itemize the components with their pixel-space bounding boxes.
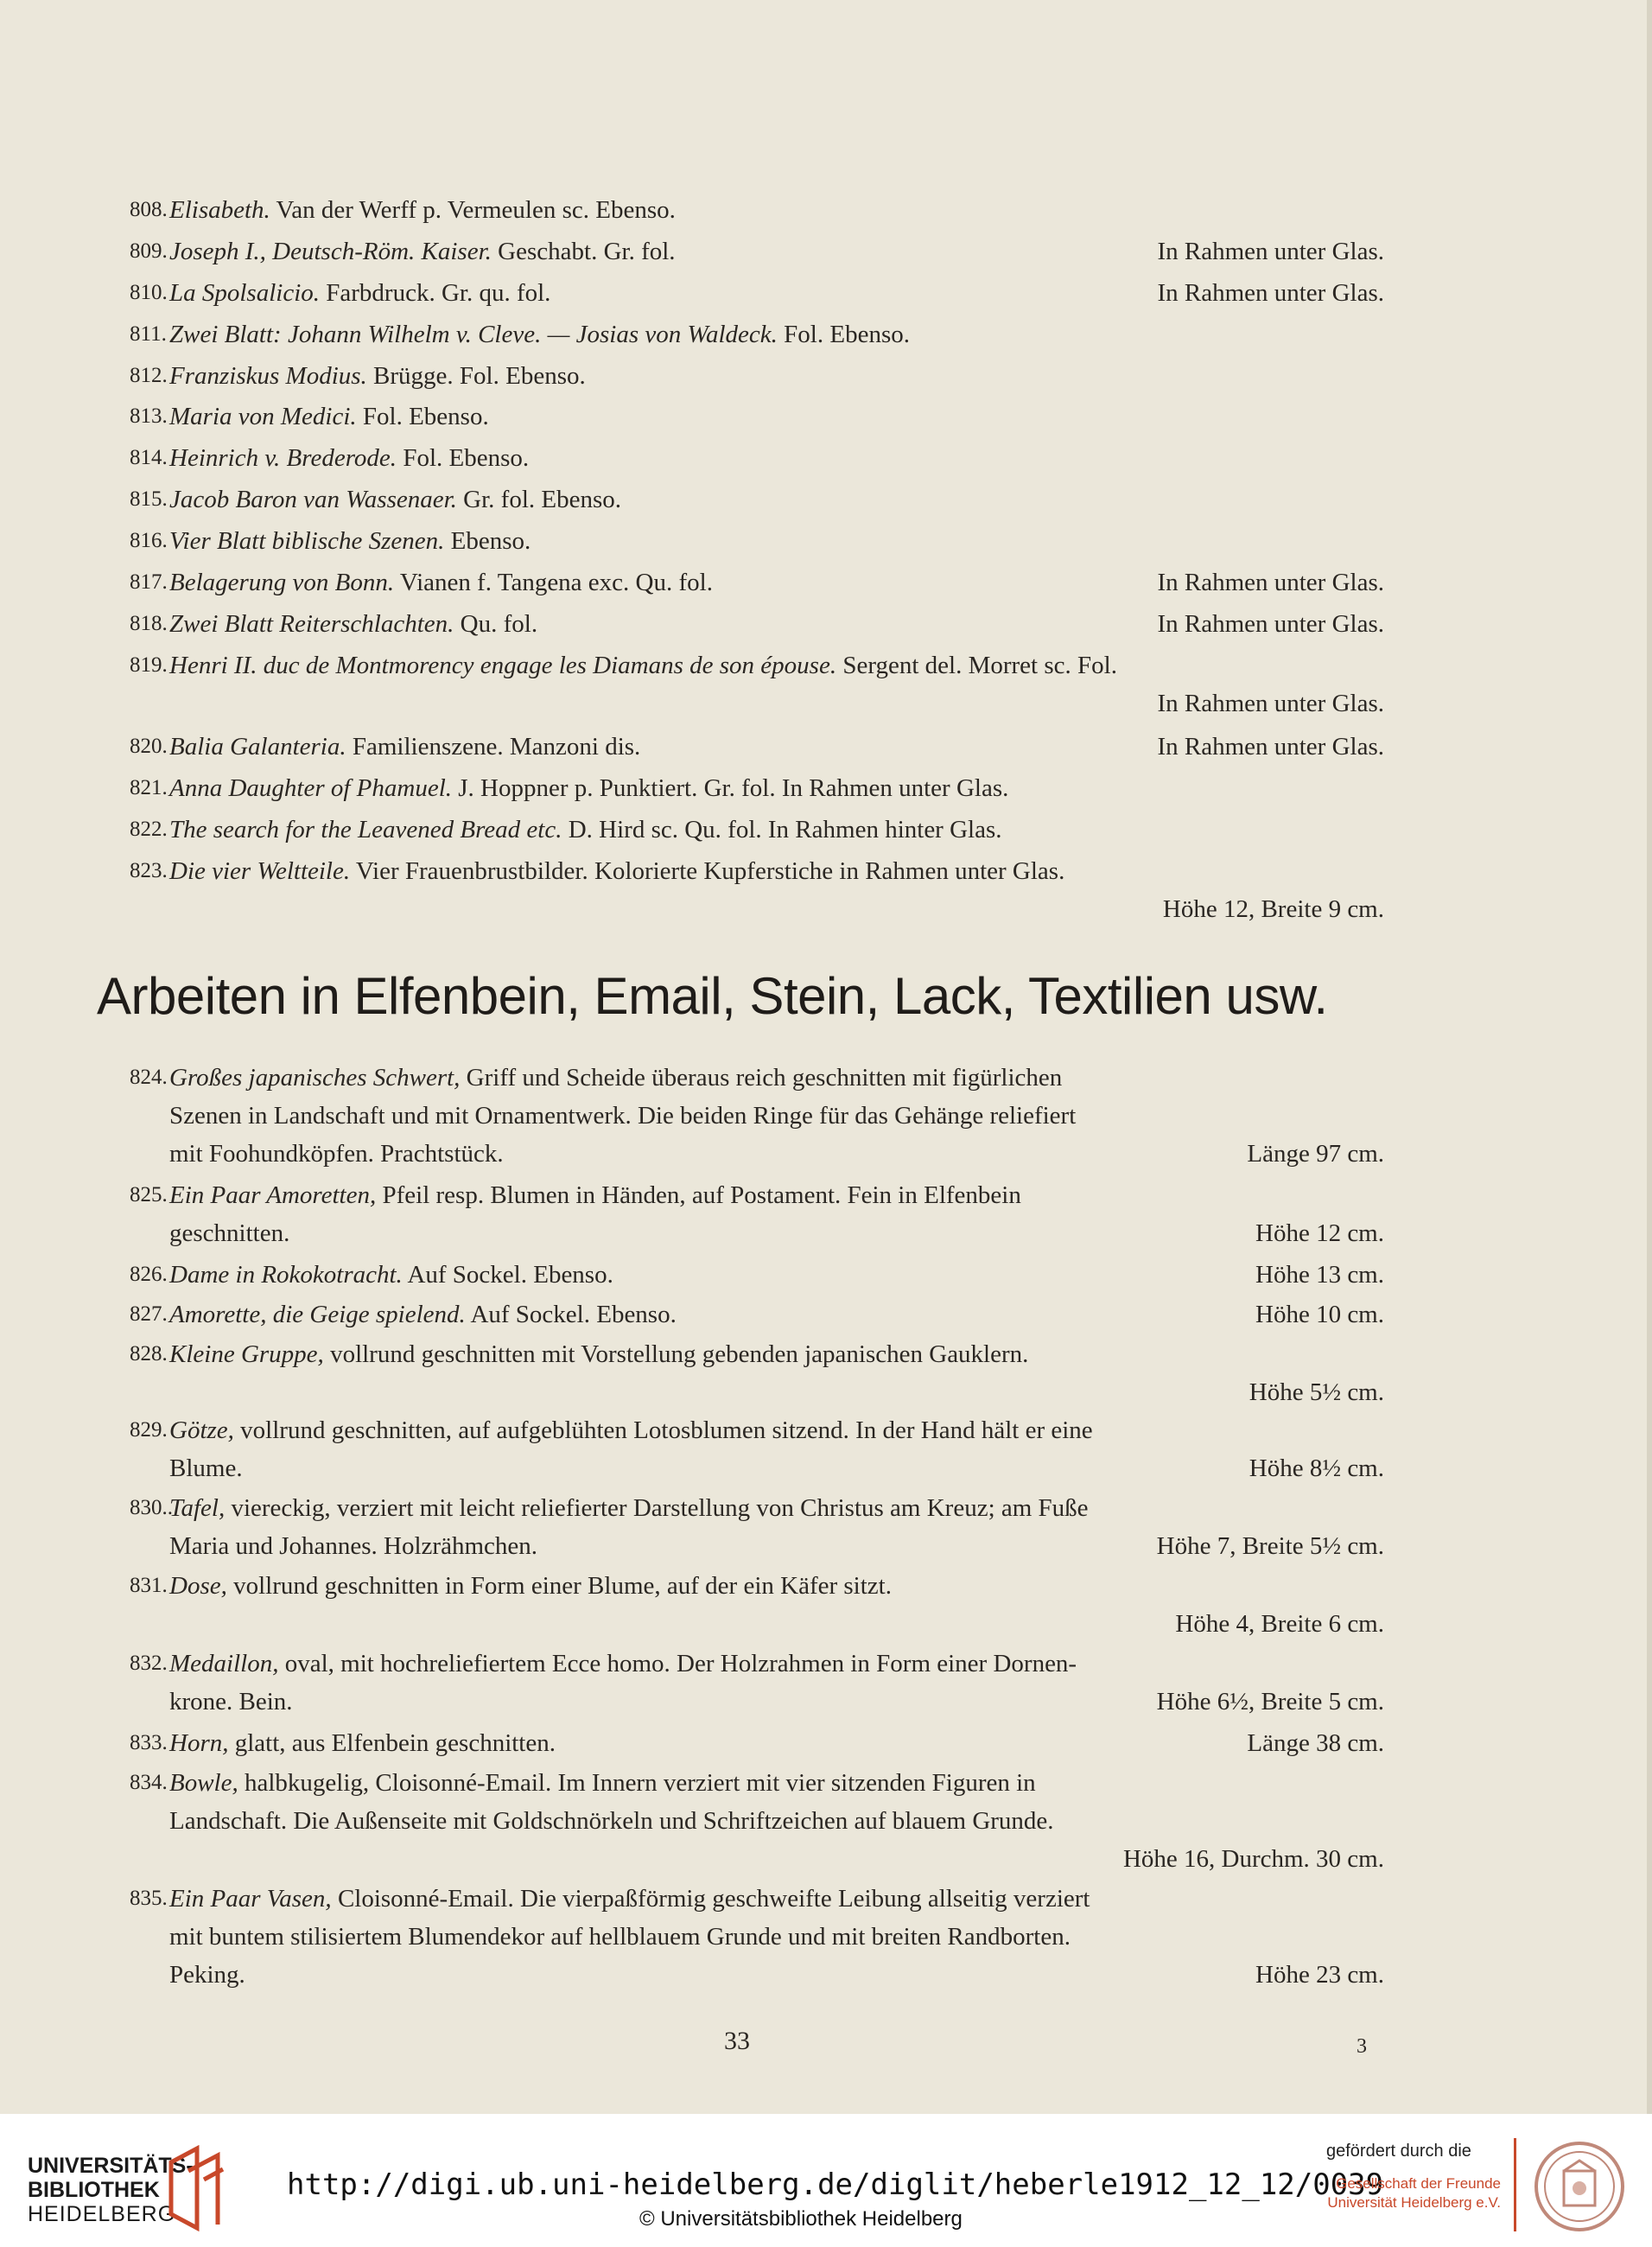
entry-line	[169, 1101, 1076, 1130]
entry-text: glatt, aus Elfenbein geschnitten.	[228, 1729, 556, 1757]
entry-title: Großes japanisches Schwert,	[169, 1064, 461, 1092]
entry-number: 814.	[130, 446, 168, 469]
entry-text: Maria und Johannes. Holzrähmchen.	[169, 1532, 538, 1560]
entry-number: 827.	[130, 1302, 168, 1326]
entry-title: Die vier Weltteile.	[169, 857, 351, 885]
entry-number: 828.	[130, 1342, 168, 1365]
entry-number: 817.	[130, 570, 168, 594]
entry-text: Sergent del. Morret sc. Fol.	[836, 652, 1117, 679]
entry-number: 818.	[130, 612, 168, 635]
entry-text: mit Foohundköpfen. Prachtstück.	[169, 1140, 504, 1168]
entry-text: Gr. fol. Ebenso.	[456, 486, 622, 513]
entry-number: 833.	[130, 1731, 168, 1754]
entry-text: Szenen in Landschaft und mit Ornamentwerk. Die beiden Ringe für das Gehänge reliefiert	[169, 1102, 1077, 1130]
entry-text: Landschaft. Die Außenseite mit Goldschnörkeln und Schriftzeichen auf blauem Grunde.	[169, 1807, 1054, 1835]
entry-title: Götze,	[169, 1416, 234, 1444]
entry-text: Fol. Ebenso.	[397, 444, 530, 472]
entry-title: Anna Daughter of Phamuel.	[169, 774, 453, 802]
entry-title: Balia Galanteria.	[169, 733, 346, 761]
entry-line	[169, 1063, 1062, 1092]
entry-measure: Höhe 5½ cm.	[1249, 1378, 1384, 1406]
entry-number: 830..	[130, 1496, 173, 1519]
entry-measure: Höhe 6½, Breite 5 cm.	[1156, 1688, 1384, 1715]
entry-line	[169, 1728, 556, 1758]
entry-title: Bowle,	[169, 1769, 238, 1797]
entry-number: 819.	[130, 653, 168, 677]
entry-text: krone. Bein.	[169, 1688, 293, 1715]
entry-number: 816.	[130, 529, 168, 552]
entry-measure: In Rahmen unter Glas.	[1157, 279, 1384, 307]
entry-measure: Höhe 4, Breite 6 cm.	[1175, 1610, 1384, 1638]
entry-number: 826.	[130, 1263, 168, 1286]
entry-text: viereckig, verziert mit leicht reliefierter Darstellung von Christus am Kreuz; am Fuße	[225, 1494, 1089, 1522]
entry-title: Kleine Gruppe,	[169, 1340, 324, 1368]
entry-line	[169, 1139, 504, 1168]
entry-title: Ein Paar Amoretten,	[169, 1181, 377, 1209]
entry-line	[169, 1806, 1054, 1836]
entry-text: Auf Sockel. Ebenso.	[402, 1261, 613, 1289]
entry-line	[169, 1340, 1028, 1369]
entry-text: J. Hoppner p. Punktiert. Gr. fol. In Rahmen unter Glas.	[452, 774, 1009, 802]
entry-title: Dame in Rokokotracht.	[169, 1261, 403, 1289]
entry-measure: Höhe 16, Durchm. 30 cm.	[1122, 1845, 1384, 1873]
entry-line	[169, 485, 621, 514]
entry-text: Cloisonné-Email. Die vierpaßförmig geschweifte Leibung allseitig verziert	[331, 1885, 1090, 1913]
entry-number: 811.	[130, 322, 167, 346]
entry-number: 823.	[130, 859, 168, 882]
entry-number: 813.	[130, 404, 168, 428]
entry-text: Peking.	[169, 1961, 245, 1989]
entry-number: 832.	[130, 1652, 168, 1675]
entry-text: oval, mit hochreliefiertem Ecce homo. Der Holzrahmen in Form einer Dornen-	[278, 1650, 1077, 1677]
library-name-line2: BIBLIOTHEK	[28, 2178, 160, 2202]
entry-title: Zwei Blatt: Johann Wilhelm v. Cleve. — Josias von Waldeck.	[169, 321, 778, 348]
entry-number: 821.	[130, 776, 168, 799]
entry-text: Van der Werff p. Vermeulen sc. Ebenso.	[270, 196, 676, 224]
entry-title: Amorette, die Geige spielend.	[169, 1301, 466, 1328]
entry-line	[169, 1181, 1021, 1210]
entry-line	[169, 320, 910, 349]
library-name-line1: UNIVERSITÄTS-	[28, 2154, 194, 2178]
library-name-line3: HEIDELBERG	[28, 2202, 176, 2226]
society-name-line2: Universität Heidelberg e.V.	[1327, 2194, 1501, 2211]
entry-number: 824.	[130, 1066, 168, 1089]
entry-number: 820.	[130, 735, 168, 758]
page-edge	[1647, 0, 1652, 2114]
entry-text: Geschabt. Gr. fol.	[491, 238, 676, 265]
entry-title: Medaillon,	[169, 1650, 279, 1677]
entry-line	[169, 732, 640, 761]
entry-text: Fol. Ebenso.	[777, 321, 910, 348]
entry-measure: Länge 38 cm.	[1247, 1729, 1384, 1757]
entry-measure: In Rahmen unter Glas.	[1157, 690, 1384, 717]
signature-mark: 3	[1357, 2035, 1367, 2058]
entry-text: Auf Sockel. Ebenso.	[465, 1301, 677, 1328]
entry-measure: Länge 97 cm.	[1247, 1140, 1384, 1168]
entry-line	[169, 443, 529, 473]
society-name-line1: Gesellschaft der Freunde	[1336, 2175, 1501, 2192]
entry-title: Jacob Baron van Wassenaer.	[169, 486, 457, 513]
entry-title: Vier Blatt biblische Szenen.	[169, 527, 445, 555]
entry-line	[169, 1531, 537, 1561]
footer	[0, 2114, 1652, 2247]
entry-text: mit buntem stilisiertem Blumendekor auf hellblauem Grunde und mit breiten Randborten.	[169, 1923, 1071, 1951]
entry-text: Farbdruck. Gr. qu. fol.	[320, 279, 551, 307]
entry-measure: Höhe 12, Breite 9 cm.	[1162, 895, 1384, 923]
entry-measure: In Rahmen unter Glas.	[1157, 733, 1384, 761]
entry-text: halbkugelig, Cloisonné-Email. Im Innern verziert mit vier sitzenden Figuren in	[238, 1769, 1036, 1797]
entry-text: Vianen f. Tangena exc. Qu. fol.	[394, 569, 713, 596]
entry-line	[169, 526, 531, 556]
entry-title: The search for the Leavened Bread etc.	[169, 816, 562, 843]
entry-line	[169, 1960, 245, 1989]
entry-number: 810.	[130, 281, 168, 304]
entry-line	[169, 815, 1002, 844]
entry-line	[169, 1416, 1093, 1445]
entry-line	[169, 1687, 293, 1716]
funded-by-text: gefördert durch die	[1326, 2142, 1471, 2161]
entry-measure: Höhe 10 cm.	[1255, 1301, 1384, 1328]
entry-text: Brügge. Fol. Ebenso.	[366, 362, 586, 390]
entry-number: 834.	[130, 1771, 168, 1794]
footer-divider	[1514, 2138, 1516, 2231]
university-seal-icon	[1533, 2140, 1626, 2233]
entry-line	[169, 1649, 1077, 1678]
entry-measure: Höhe 12 cm.	[1255, 1219, 1384, 1247]
entry-number: 835.	[130, 1887, 168, 1910]
entry-line	[169, 402, 489, 431]
entry-line	[169, 278, 550, 308]
entry-number: 808.	[130, 198, 168, 221]
entry-line	[169, 1571, 892, 1601]
entry-text: vollrund geschnitten mit Vorstellung gebenden japanischen Gauklern.	[323, 1340, 1029, 1368]
entry-number: 825.	[130, 1183, 168, 1206]
entry-line	[169, 773, 1008, 803]
entry-line	[169, 568, 713, 597]
entry-line	[169, 195, 676, 225]
page-number: 33	[724, 2027, 750, 2055]
entry-text: Vier Frauenbrustbilder. Kolorierte Kupferstiche in Rahmen unter Glas.	[350, 857, 1065, 885]
entry-text: Ebenso.	[444, 527, 531, 555]
library-mark-icon	[162, 2145, 226, 2231]
entry-line	[169, 1768, 1036, 1798]
entry-line	[169, 1884, 1090, 1913]
entry-measure: Höhe 8½ cm.	[1249, 1455, 1384, 1482]
entry-line	[169, 361, 586, 391]
entry-number: 809.	[130, 239, 168, 263]
entry-line	[169, 856, 1064, 886]
entry-number: 831.	[130, 1574, 168, 1597]
entry-line	[169, 237, 676, 266]
entry-text: D. Hird sc. Qu. fol. In Rahmen hinter Glas.	[562, 816, 1002, 843]
entry-measure: Höhe 13 cm.	[1255, 1261, 1384, 1289]
entry-title: Franziskus Modius.	[169, 362, 367, 390]
entry-number: 829.	[130, 1418, 168, 1442]
entry-measure: Höhe 7, Breite 5½ cm.	[1156, 1532, 1384, 1560]
entry-measure: In Rahmen unter Glas.	[1157, 238, 1384, 265]
entry-title: Ein Paar Vasen,	[169, 1885, 332, 1913]
entry-title: Maria von Medici.	[169, 403, 357, 430]
entry-line	[169, 1493, 1089, 1523]
entry-title: Henri II. duc de Montmorency engage les Diamans de son épouse.	[169, 652, 837, 679]
entry-number: 822.	[130, 818, 168, 841]
entry-measure: In Rahmen unter Glas.	[1157, 569, 1384, 596]
section-heading: Arbeiten in Elfenbein, Email, Stein, Lack, Textilien usw.	[97, 967, 1328, 1025]
entry-number: 812.	[130, 364, 168, 387]
entry-line	[169, 609, 537, 639]
society-name	[1293, 2174, 1501, 2212]
entry-text: geschnitten.	[169, 1219, 290, 1247]
entry-text: Pfeil resp. Blumen in Händen, auf Postament. Fein in Elfenbein	[376, 1181, 1021, 1209]
copyright-text: © Universitätsbibliothek Heidelberg	[639, 2207, 963, 2231]
entry-title: La Spolsalicio.	[169, 279, 321, 307]
entry-line	[169, 651, 1117, 680]
entry-line	[169, 1300, 677, 1329]
entry-measure: In Rahmen unter Glas.	[1157, 610, 1384, 638]
entry-text: Qu. fol.	[454, 610, 538, 638]
entry-title: Horn,	[169, 1729, 229, 1757]
entry-line	[169, 1922, 1071, 1951]
entry-title: Joseph I., Deutsch-Röm. Kaiser.	[169, 238, 492, 265]
entry-line	[169, 1454, 243, 1483]
entry-title: Zwei Blatt Reiterschlachten.	[169, 610, 454, 638]
entry-number: 815.	[130, 487, 168, 511]
permalink-url[interactable]: http://digi.ub.uni-heidelberg.de/diglit/heberle1912_12_12/0039	[287, 2167, 1384, 2202]
entry-text: Fol. Ebenso.	[356, 403, 489, 430]
entry-line	[169, 1260, 613, 1289]
entry-text: Familienszene. Manzoni dis.	[346, 733, 641, 761]
entry-text: vollrund geschnitten, auf aufgeblühten Lotosblumen sitzend. In der Hand hält er eine	[233, 1416, 1093, 1444]
entry-title: Dose,	[169, 1572, 227, 1600]
entry-title: Tafel,	[169, 1494, 226, 1522]
entry-title: Belagerung von Bonn.	[169, 569, 395, 596]
entry-title: Heinrich v. Brederode.	[169, 444, 397, 472]
entry-title: Elisabeth.	[169, 196, 270, 224]
entry-measure: Höhe 23 cm.	[1255, 1961, 1384, 1989]
entry-text: Blume.	[169, 1455, 243, 1482]
entry-line	[169, 1219, 289, 1248]
entry-text: vollrund geschnitten in Form einer Blume, auf der ein Käfer sitzt.	[226, 1572, 892, 1600]
entry-text: Griff und Scheide überaus reich geschnitten mit figürlichen	[460, 1064, 1063, 1092]
